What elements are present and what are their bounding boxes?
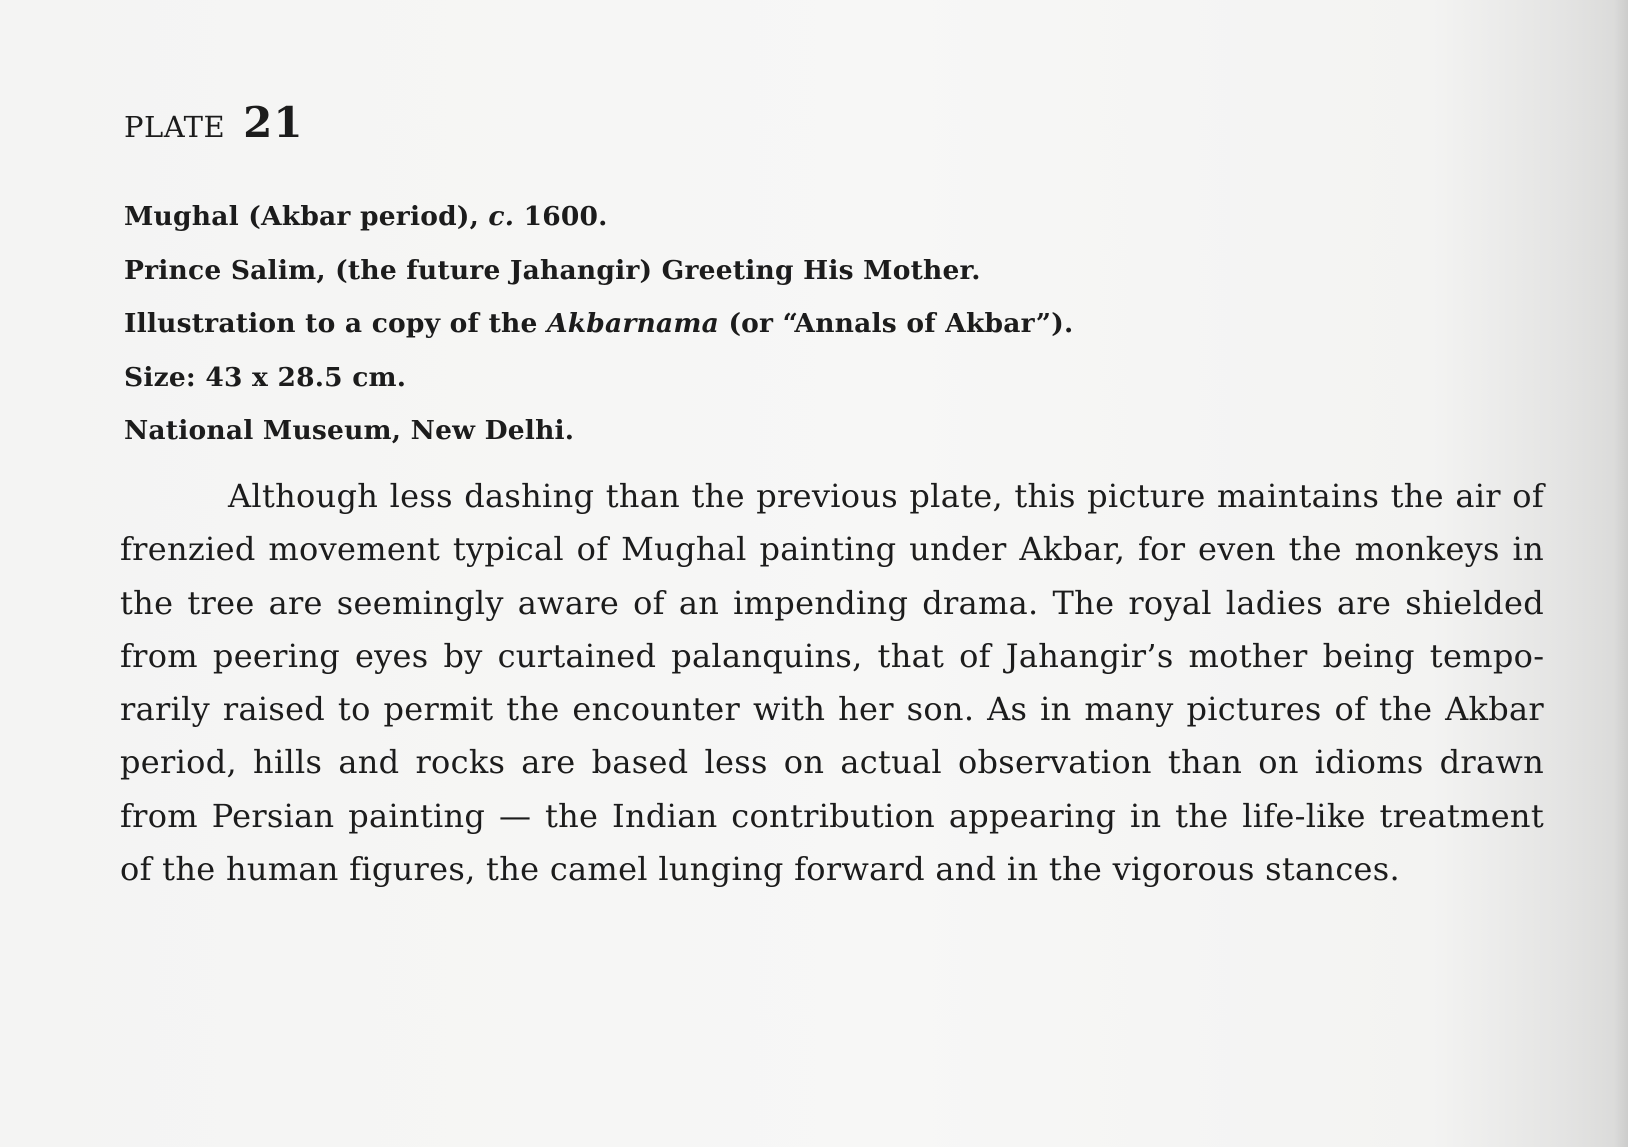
plate-number: 21 [243,98,304,147]
caption-period [124,190,1424,244]
caption-collection: National Museum, New Delhi. [124,415,575,446]
caption-source [124,297,1424,351]
caption-size: Size: 43 x 28.5 cm. [124,361,407,393]
plate-label: PLATE [124,110,226,144]
plate-caption [124,190,1424,458]
caption-circa: c. [488,201,515,232]
caption-period-suffix: 1600. [514,201,608,232]
caption-title: Prince Salim, (the future Jahangir) Greeting His Mother. [124,254,981,286]
description-paragraph: Although less dashing than the previous plate, this picture maintains the air of frenzied movement typical of Mughal painting under Akbar, for even the monkeys in the tree are seemingly aware of an impending drama. The royal ladies are shielded from peering eyes by curtained palanquins, that of Jahangir’s mother being temporarily raised to permit the encounter with her son. As in many pictures of the Akbar period, hills and rocks are based less on actual observation than on idioms drawn from Persian painting — the Indian contribution appearing in the life-like treatment of the human figures, the camel lunging forward and in the vigorous stances. [120,477,1544,889]
caption-source-prefix: Illustration to a copy of the [124,308,547,339]
caption-source-title: Akbarnama [546,308,720,339]
caption-period-prefix: Mughal (Akbar period), [124,201,489,232]
caption-source-suffix: (or “Annals of Akbar”). [719,308,1074,339]
page-edge-shadow [1614,0,1628,1147]
plate-heading [124,98,304,147]
